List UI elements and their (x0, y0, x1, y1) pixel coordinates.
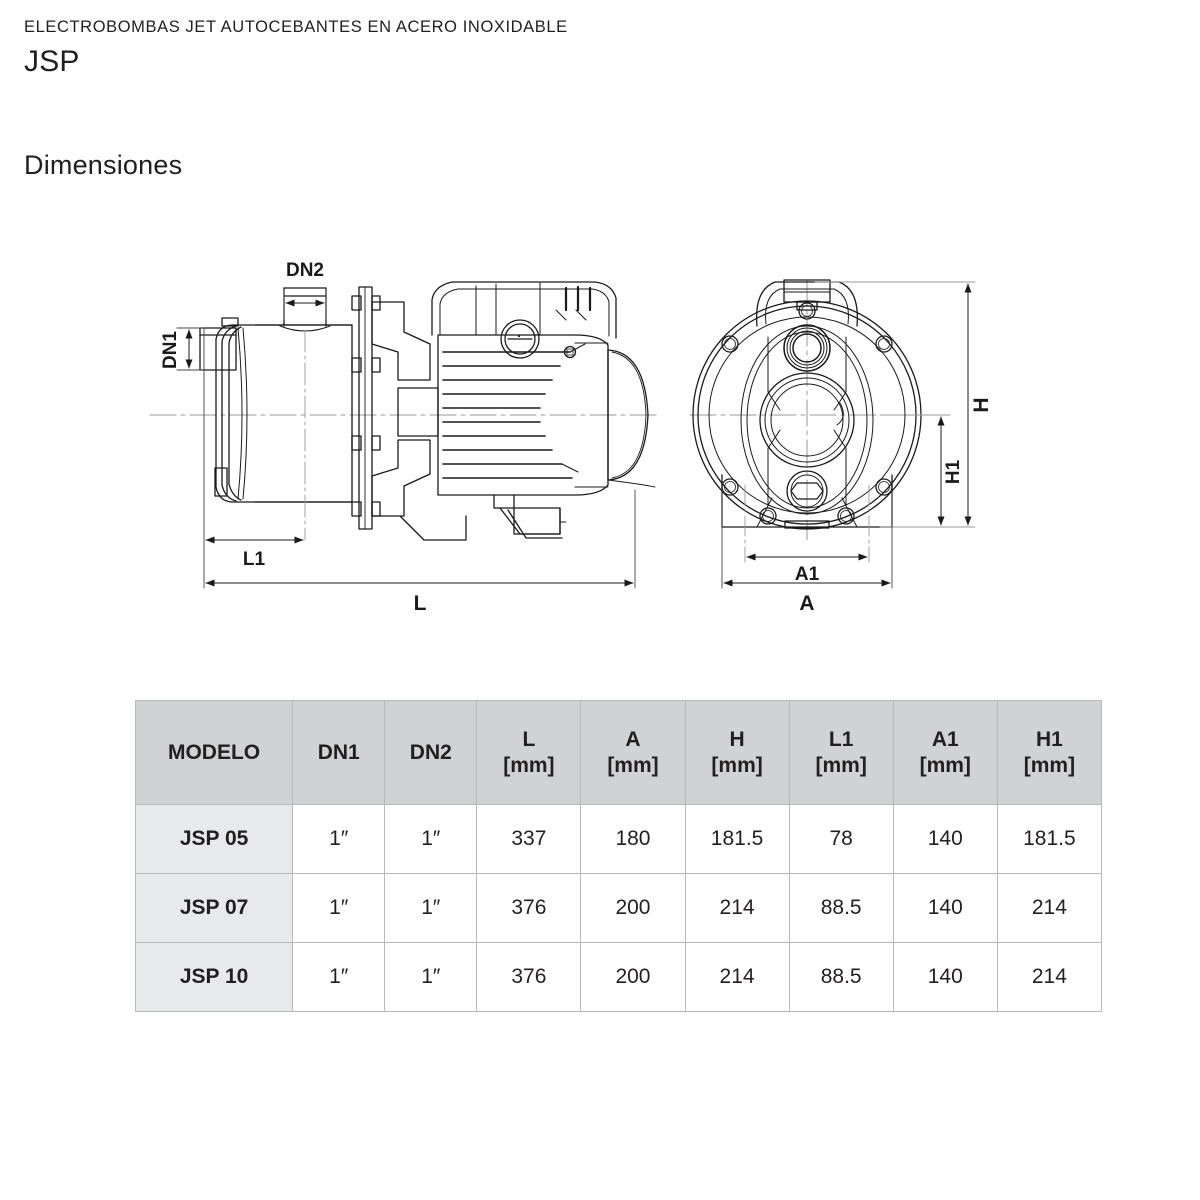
cell-h1: 181.5 (997, 805, 1101, 874)
label-h1: H1 (943, 459, 964, 485)
cell-modelo: JSP 05 (136, 805, 293, 874)
pressure-cap (519, 336, 520, 337)
label-h: H (970, 397, 993, 413)
header-unit: [mm] (815, 753, 867, 777)
table-row (136, 943, 1102, 1012)
section-title: Dimensiones (24, 150, 183, 180)
cell-dn1: 1″ (293, 874, 385, 943)
header-unit: [mm] (711, 753, 763, 777)
cell-l: 376 (477, 943, 581, 1012)
cell-l1: 78 (789, 805, 893, 874)
cell-dn2: 1″ (385, 943, 477, 1012)
table-row (136, 874, 1102, 943)
cell-h: 214 (685, 874, 789, 943)
column-header-dn1 (293, 701, 385, 805)
label-a1: A1 (794, 564, 820, 585)
column-header-h (685, 701, 789, 805)
label-l: L (413, 592, 427, 615)
model-series-title: JSP (24, 45, 80, 78)
cell-modelo: JSP 07 (136, 874, 293, 943)
cell-l1: 88.5 (789, 943, 893, 1012)
cell-h1: 214 (997, 874, 1101, 943)
table-header-row (136, 701, 1102, 805)
cell-l1: 88.5 (789, 874, 893, 943)
motor-flange-plate (352, 287, 380, 529)
cell-a: 180 (581, 805, 685, 874)
cell-dn2: 1″ (385, 805, 477, 874)
dimension-dn2 (284, 290, 326, 320)
header-symbol: MODELO (167, 740, 261, 764)
cell-modelo: JSP 10 (136, 943, 293, 1012)
mounting-foot (494, 495, 566, 538)
header-symbol: A (625, 727, 641, 751)
cell-l: 337 (477, 805, 581, 874)
cell-a1: 140 (893, 874, 997, 943)
column-header-l1 (789, 701, 893, 805)
terminal-box (432, 282, 616, 338)
label-dn1: DN1 (160, 330, 181, 370)
column-header-l (477, 701, 581, 805)
header-symbol: A1 (931, 727, 959, 751)
cell-a1: 140 (893, 805, 997, 874)
header-unit: [mm] (919, 753, 971, 777)
cell-dn1: 1″ (293, 943, 385, 1012)
cell-dn1: 1″ (293, 805, 385, 874)
header-symbol: L1 (828, 727, 854, 751)
label-l1: L1 (242, 549, 266, 570)
front-view-group (690, 280, 975, 588)
header-symbol: L (522, 727, 536, 751)
product-family-title: ELECTROBOMBAS JET AUTOCEBANTES EN ACERO INOXIDABLE (24, 18, 568, 36)
column-header-a1 (893, 701, 997, 805)
column-header-dn2 (385, 701, 477, 805)
header-symbol: H (729, 727, 745, 751)
column-header-modelo (136, 701, 293, 805)
pump-technical-drawing (0, 240, 1200, 650)
header-unit: [mm] (1023, 753, 1076, 777)
header-symbol: DN1 (317, 740, 360, 764)
header-symbol: H1 (1035, 727, 1063, 751)
dimensions-table (135, 700, 1102, 1012)
cell-l: 376 (477, 874, 581, 943)
cell-h: 214 (685, 943, 789, 1012)
side-view-group (150, 282, 660, 588)
table-row (136, 805, 1102, 874)
label-a: A (799, 592, 815, 615)
column-header-h1 (997, 701, 1101, 805)
cell-dn2: 1″ (385, 874, 477, 943)
column-header-a (581, 701, 685, 805)
document-header (24, 18, 924, 79)
header-unit: [mm] (607, 753, 659, 777)
cell-a: 200 (581, 874, 685, 943)
cell-a1: 140 (893, 943, 997, 1012)
cell-h1: 214 (997, 943, 1101, 1012)
cell-a: 200 (581, 943, 685, 1012)
adapter-bracket (372, 302, 466, 540)
header-unit: [mm] (503, 753, 555, 777)
header-symbol: DN2 (409, 740, 452, 764)
cell-h: 181.5 (685, 805, 789, 874)
dimensions-drawing (0, 240, 1200, 650)
label-dn2: DN2 (285, 260, 325, 281)
